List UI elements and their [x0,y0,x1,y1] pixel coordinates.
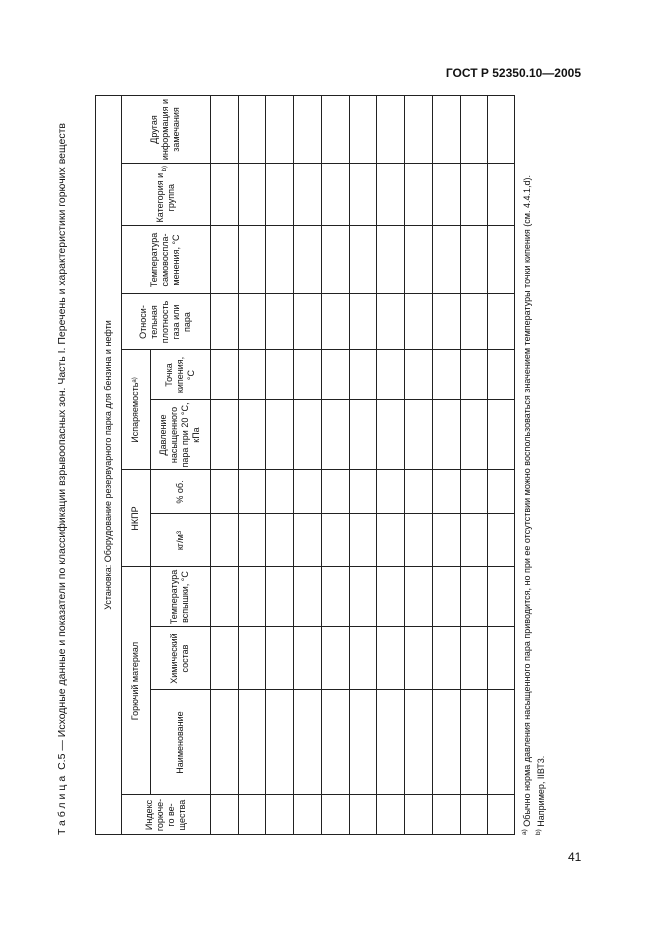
col-relative-density-header: Относи-тельная плотность газа или пара [138,300,192,344]
col-composition-header: Химический состав [169,633,190,684]
col-boiling-point-header: Точка кипения, °С [163,356,196,394]
col-autoignition-header: Температура самовоспла-менения, °С [149,232,181,288]
col-nkpr-kg-header: кг/м 3 [174,530,185,551]
table-caption [56,95,68,835]
col-other-header: Другая информация и замечания [149,98,181,161]
caption-prefix: Таблица [56,772,68,835]
col-name-header: Наименование [174,711,185,774]
table-row [460,95,487,835]
table-row [404,95,432,835]
table-row [265,95,293,835]
table-row [376,95,404,835]
col-category-header: Категория и группа b) [154,166,176,223]
table-row [293,95,321,835]
table-row [487,95,515,835]
caption-text: С.5 — Исходные данные и показатели по классификации взрывоопасных зон. Часть I. Перечень и характеристики горючих веществ [56,123,68,770]
standard-number: ГОСТ Р 52350.10—2005 [445,66,581,80]
col-material-header: Горючий материал [130,641,140,721]
footnote-b: $^{b)}$ Например, IIВТ3. [535,755,546,835]
footnote-a: $^{а)}$ Обычно норма давления насыщенного пара приводится, но при ее отсутствии можно воспользоваться значением температуры точки кипения (см. 4.4.1,d). [521,175,532,835]
installation-row: Установка: Оборудование резервуарного парка для бензина и нефти [102,320,113,610]
table-row [238,95,265,835]
col-volatility-header: Испаряемость а) [130,377,140,443]
col-vapor-pressure-header: Давление насыщенного пара при 20 °С, кПа [158,402,201,468]
table-row [210,95,238,835]
col-nkpr-vol-header: % об. [174,480,185,504]
footnotes [519,95,547,835]
table-row [349,95,376,835]
col-nkpr-header: НКПР [130,506,140,531]
table-row [432,95,460,835]
index-header-text: Индекс горюче-го ве-щества [143,798,187,832]
col-flash-point-header: Температура вспышки, °С [169,569,190,625]
rotated-table-block [56,95,596,835]
data-table [95,95,515,835]
table-row [321,95,349,835]
page-number: 41 [568,850,582,864]
